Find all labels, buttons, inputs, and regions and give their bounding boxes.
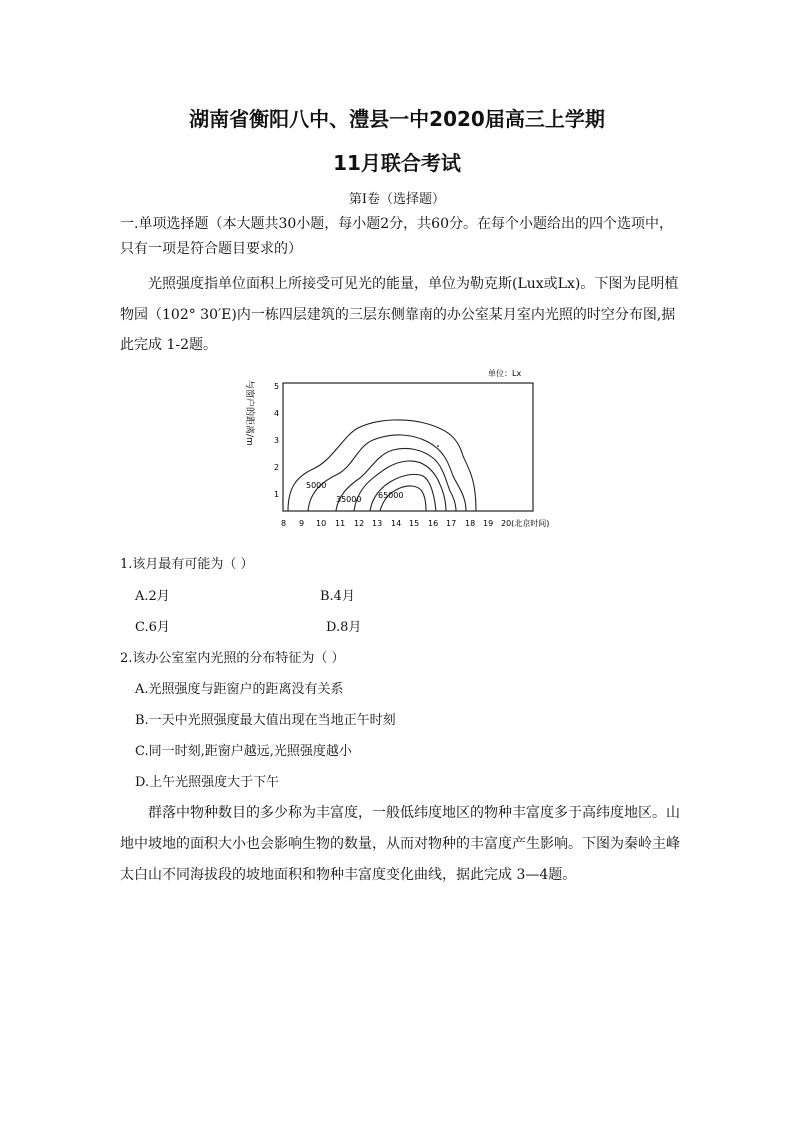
light-contour-figure [238, 366, 550, 540]
instructions-line2: 只有一项是符合题目要求的） [120, 241, 302, 257]
x-tick: 10 [316, 519, 327, 528]
x-tick: 18 [465, 519, 476, 528]
question1-stem: 1.该月最有可能为（ ） [120, 557, 254, 572]
contour-line [354, 461, 446, 511]
y-tick: 3 [274, 436, 280, 445]
section-label: 第Ⅰ卷（选择题） [348, 192, 446, 207]
instructions-line1: 一.单项选择题（本大题共30小题，每小题2分，共60分。在每个小题给出的四个选项中， [120, 216, 673, 232]
passage1-line3: 此完成 1-2题。 [120, 337, 217, 353]
exam-title-line2: 11月联合考试 [333, 151, 461, 175]
question1-option-a: A.2月 [135, 589, 170, 604]
exam-title-line1: 湖南省衡阳八中、澧县一中2020届高三上学期 [189, 107, 605, 131]
x-tick-last: 20(北京时间) [501, 519, 550, 528]
plot-frame [283, 383, 533, 511]
y-tick: 4 [274, 409, 280, 418]
x-tick: 15 [409, 519, 420, 528]
passage1-line1: 光照强度指单位面积上所接受可见光的能量，单位为勒克斯(Lux或Lx)。下图为昆明植 [148, 276, 679, 292]
contour-chart [238, 366, 550, 536]
question2-option-b: B.一天中光照强度最大值出现在当地正午时刻 [135, 713, 396, 728]
passage2-line3: 太白山不同海拔段的坡地面积和物种丰富度变化曲线，据此完成 3—4题。 [120, 867, 577, 883]
question1-option-b: B.4月 [320, 589, 355, 604]
question2-option-c: C.同一时刻,距窗户越远,光照强度越小 [135, 744, 352, 759]
x-tick: 16 [428, 519, 439, 528]
passage2-line1: 群落中物种数目的多少称为丰富度，一般低纬度地区的物种丰富度多于高纬度地区。山 [148, 805, 680, 821]
y-tick: 1 [274, 490, 280, 499]
x-tick: 17 [446, 519, 457, 528]
y-tick: 2 [274, 463, 280, 472]
passage1-line2: 物园（102° 30′E)内一栋四层建筑的三层东侧靠南的办公室某月室内光照的时空分布图,据 [120, 307, 676, 323]
contour-label: 65000 [378, 491, 404, 500]
y-tick: 5 [274, 382, 280, 391]
x-tick: 9 [299, 519, 305, 528]
question2-stem: 2.该办公室室内光照的分布特征为（ ） [120, 651, 345, 666]
unit-label: 单位：Lx [488, 369, 522, 378]
question1-option-c: C.6月 [135, 620, 170, 635]
x-tick: 19 [483, 519, 494, 528]
y-axis-label: 与窗户的距离/m [244, 380, 254, 446]
x-tick: 13 [372, 519, 383, 528]
question1-option-d: D.8月 [326, 620, 362, 635]
contour-label: 5000 [306, 481, 327, 490]
contour-label: 35000 [336, 495, 362, 504]
x-tick: 14 [391, 519, 402, 528]
x-tick: 8 [281, 519, 287, 528]
plot-dot [437, 445, 439, 447]
x-tick: 12 [354, 519, 365, 528]
x-tick: 11 [335, 519, 346, 528]
passage2-line2: 地中坡地的面积大小也会影响生物的数量，从而对物种的丰富度产生影响。下图为秦岭主峰 [120, 836, 680, 852]
question2-option-a: A.光照强度与距窗户的距离没有关系 [135, 682, 344, 697]
question2-option-d: D.上午光照强度大于下午 [135, 775, 280, 790]
